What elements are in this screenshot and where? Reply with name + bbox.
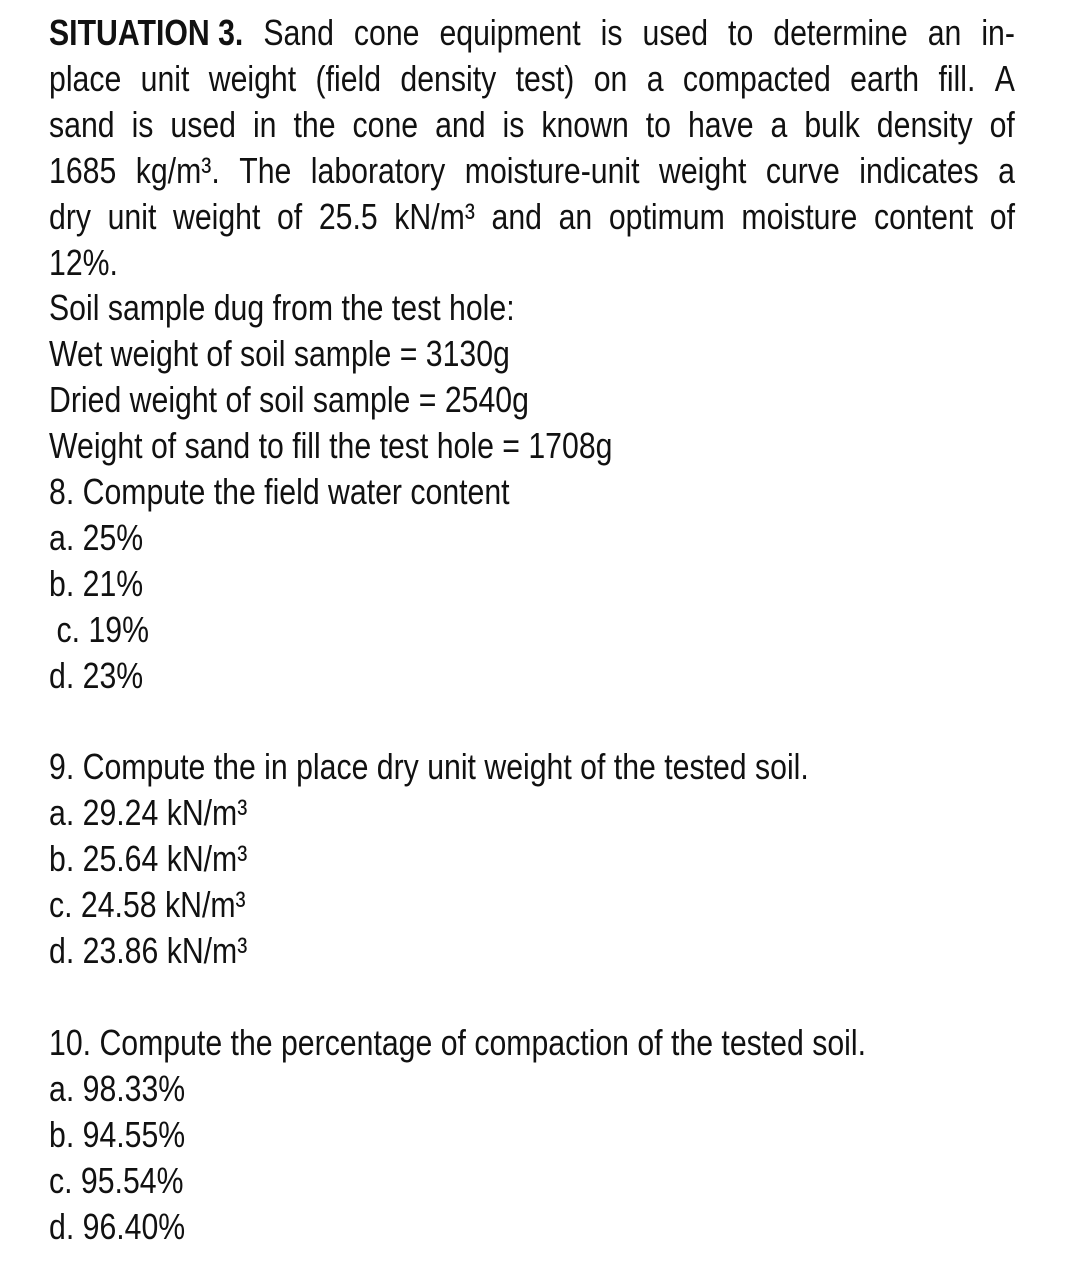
spacer (49, 974, 1015, 1020)
word: indicates (859, 149, 979, 191)
paragraph-line-6: 12%. (49, 241, 118, 283)
spacer (49, 699, 1015, 745)
word: earth (850, 57, 920, 99)
question-9 (49, 744, 1015, 974)
word: moisture-unit (464, 149, 640, 191)
word: kN/m³ (394, 195, 475, 237)
word: a (998, 149, 1015, 191)
word: have (687, 103, 754, 145)
word: compacted (682, 57, 831, 99)
word: cone (353, 12, 420, 53)
word: Sand (263, 12, 334, 53)
word: dry (49, 195, 92, 237)
choice-b: b. 25.64 kN/m³ (49, 838, 248, 880)
wet-weight-line: Wet weight of soil sample = 3130g (49, 333, 510, 375)
word: weight (172, 195, 261, 237)
word: is (131, 103, 154, 145)
choice-a: a. 25% (49, 516, 144, 558)
word: sand (49, 103, 115, 145)
sand-weight-line: Weight of sand to fill the test hole = 1708g (49, 425, 613, 467)
word: of (989, 103, 1015, 145)
word: test) (515, 57, 575, 99)
word: used (170, 103, 236, 145)
word: weight (208, 57, 297, 99)
word: the (293, 103, 336, 145)
word: A (994, 57, 1015, 99)
question-8 (49, 469, 1015, 699)
word: weight (658, 149, 747, 191)
word: an (558, 195, 593, 237)
word: content (873, 195, 974, 237)
paragraph-line-4 (49, 148, 1015, 194)
word: optimum (608, 195, 725, 237)
word: is (502, 103, 525, 145)
word: density (400, 57, 497, 99)
word: a (646, 57, 664, 99)
word: kg/m³. (135, 149, 220, 191)
choice-d: d. 96.40% (49, 1205, 186, 1247)
word: on (593, 57, 628, 99)
word: is (600, 12, 623, 53)
word: unit (107, 195, 157, 237)
question-prompt: 8. Compute the field water content (49, 471, 510, 513)
word: and (491, 195, 542, 237)
word: an (927, 12, 962, 53)
word: used (642, 12, 709, 53)
question-10 (49, 1020, 1015, 1250)
word: moisture (741, 195, 858, 237)
word: to (645, 103, 671, 145)
choice-d: d. 23.86 kN/m³ (49, 930, 248, 972)
word: 25.5 (318, 195, 378, 237)
choice-b: b. 21% (49, 562, 144, 604)
problem-document (49, 10, 1015, 1249)
choice-c: c. 24.58 kN/m³ (49, 884, 246, 926)
choice-d: d. 23% (49, 654, 144, 696)
word: unit (140, 57, 190, 99)
word: of (276, 195, 303, 237)
dried-weight-line: Dried weight of soil sample = 2540g (49, 379, 529, 421)
word: (field (315, 57, 382, 99)
word: curve (765, 149, 840, 191)
paragraph-line-1 (49, 10, 1015, 56)
word: 1685 (49, 149, 117, 191)
word: The (239, 149, 292, 191)
word: equipment (439, 12, 581, 53)
word: in- (981, 12, 1015, 53)
paragraph-line-5 (49, 194, 1015, 240)
word: a (770, 103, 788, 145)
situation-heading: SITUATION 3. (49, 12, 244, 53)
choice-a: a. 29.24 kN/m³ (49, 792, 248, 834)
word: fill. (938, 57, 976, 99)
sample-intro: Soil sample dug from the test hole: (49, 287, 515, 329)
word: of (989, 195, 1015, 237)
word: in (252, 103, 277, 145)
paragraph-line-2 (49, 56, 1015, 102)
paragraph-line-3 (49, 102, 1015, 148)
word: determine (773, 12, 908, 53)
question-prompt: 10. Compute the percentage of compaction of the tested soil. (49, 1021, 866, 1063)
choice-c: c. 19% (56, 608, 150, 650)
situation-paragraph (49, 10, 1015, 285)
word: bulk (804, 103, 860, 145)
choice-b: b. 94.55% (49, 1113, 186, 1155)
choice-a: a. 98.33% (49, 1067, 186, 1109)
question-prompt: 9. Compute the in place dry unit weight of the tested soil. (49, 746, 809, 788)
choice-c: c. 95.54% (49, 1159, 184, 1201)
word: to (728, 12, 754, 53)
word: density (876, 103, 973, 145)
word: laboratory (310, 149, 446, 191)
word: known (541, 103, 629, 145)
word: and (435, 103, 486, 145)
word: place (49, 57, 122, 99)
word: cone (352, 103, 419, 145)
